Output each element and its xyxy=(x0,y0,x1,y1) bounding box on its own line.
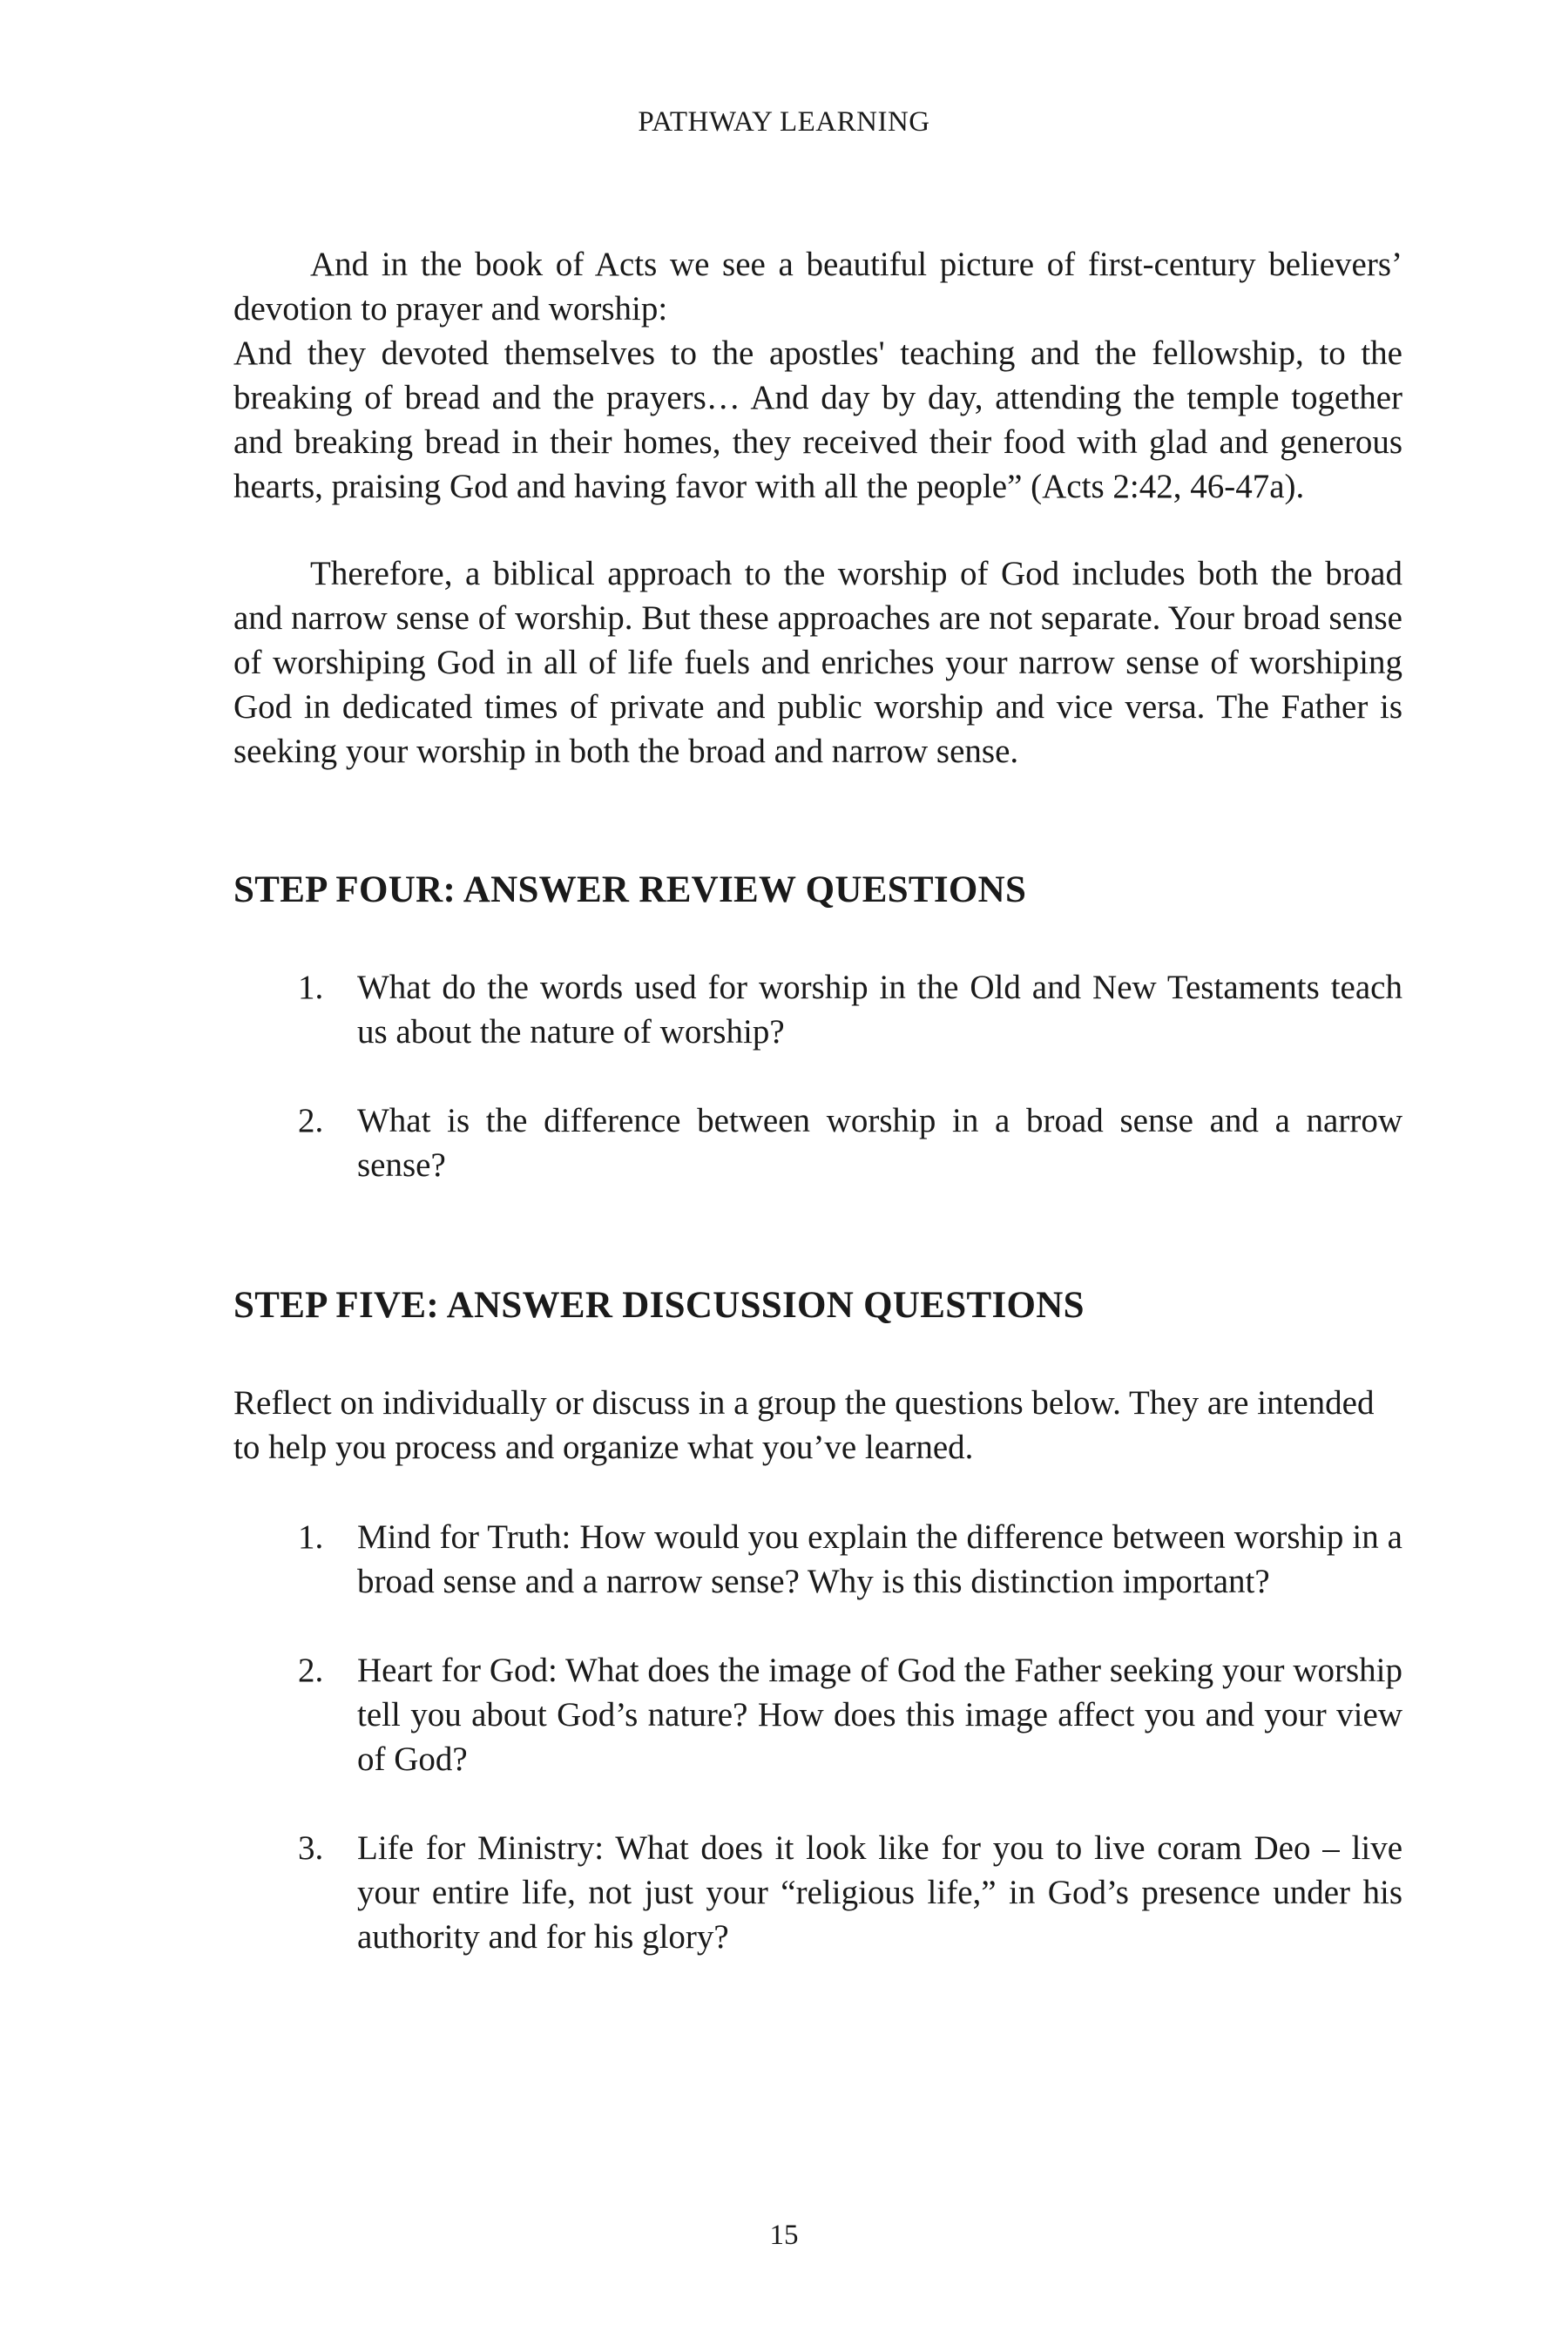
page-body xyxy=(233,242,1402,1959)
list-item-text: What do the words used for worship in the Old and New Testaments teach us about the nature of worship? xyxy=(357,969,1402,1051)
discussion-questions-list xyxy=(233,1515,1402,1959)
page-number: 15 xyxy=(769,2220,799,2251)
discussion-intro: Reflect on individually or discuss in a group the questions below. They are intended to help you process and organize what you’ve learned. xyxy=(233,1384,1375,1466)
list-item-text: Heart for God: What does the image of God the Father seeking your worship tell you about God’s nature? How does this image affect you and your view of God? xyxy=(357,1652,1402,1778)
list-item-number: 2. xyxy=(298,1102,324,1139)
list-item xyxy=(233,1648,1402,1781)
list-item xyxy=(233,1098,1402,1187)
paragraph-therefore: Therefore, a biblical approach to the worship of God includes both the broad and narrow sense of worship. But these approaches are not separate. Your broad sense of worshiping God in all of life fuels and enriches your narrow sense of worshiping God in dedicated times of private and public worship and vice versa. The Father is seeking your worship in both the broad and narrow sense. xyxy=(233,555,1402,770)
heading-step-five: STEP FIVE: ANSWER DISCUSSION QUESTIONS xyxy=(233,1285,1085,1326)
paragraph-acts-quote: And they devoted themselves to the apostles' teaching and the fellowship, to the breaking of bread and the prayers… And day by day, attending the temple together and breaking bread in their homes, they received their food with glad and generous hearts, praising God and having favor with all the people” (Acts 2:42, 46-47a). xyxy=(233,335,1402,505)
list-item xyxy=(233,965,1402,1054)
list-item-number: 2. xyxy=(298,1652,324,1689)
review-questions-list xyxy=(233,965,1402,1187)
running-head: PATHWAY LEARNING xyxy=(638,106,930,138)
list-item xyxy=(233,1826,1402,1959)
list-item-number: 1. xyxy=(298,969,324,1006)
list-item xyxy=(233,1515,1402,1604)
list-item-text: What is the difference between worship in a broad sense and a narrow sense? xyxy=(357,1102,1402,1184)
heading-step-four: STEP FOUR: ANSWER REVIEW QUESTIONS xyxy=(233,869,1027,910)
list-item-text: Life for Ministry: What does it look like for you to live coram Deo – live your entire life, not just your “religious life,” in God’s presence under his authority and for his glory? xyxy=(357,1829,1402,1956)
list-item-text: Mind for Truth: How would you explain the difference between worship in a broad sense and a narrow sense? Why is this distinction important? xyxy=(357,1518,1402,1600)
list-item-number: 3. xyxy=(298,1829,324,1867)
paragraph-acts-intro: And in the book of Acts we see a beautiful picture of first-century believers’ devotion to prayer and worship: xyxy=(233,246,1402,328)
list-item-number: 1. xyxy=(298,1518,324,1556)
